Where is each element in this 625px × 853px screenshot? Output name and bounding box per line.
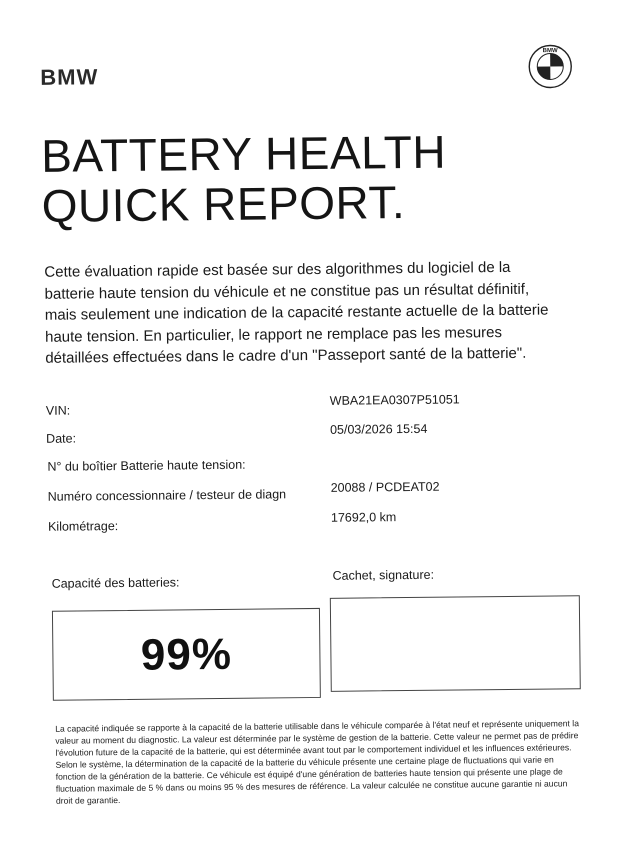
footnote-disclaimer: La capacité indiquée se rapporte à la capacité de la batterie utilisable dans le véhicule comparée à l'état neuf et représente uniquement la valeur au moment du diagnostic. La valeur est déterminée par le système de gestion de la batterie. Cette valeur ne permet pas de prédire l'évolution future de la capacité de la batterie, qui est déterminée avant tout par le comportement individuel et les influences extérieures. Selon le système, la détermination de la capacité de la batterie du véhicule présente une certaine plage de fluctuations qui varie en fonction de la génération de la batterie. Ce véhicule est équipé d'une génération de batteries haute tension qui présente une plage de fluctuation maximale de 5 % dans ou moins 95 % des mesures de référence. La valeur calculée ne constitue aucune garantie ni aucun droit de garantie.	[55, 718, 580, 806]
title-line-1: BATTERY HEALTH	[40, 125, 447, 182]
date-value: 05/03/2026 15:54	[329, 421, 428, 437]
capacity-value: 99%	[140, 629, 233, 680]
brand-wordmark: BMW	[40, 64, 99, 90]
mileage-label: Kilométrage:	[47, 519, 119, 534]
logo-letters: BMW	[542, 48, 558, 55]
signature-box	[330, 595, 581, 692]
capacity-box	[52, 608, 321, 701]
page-title	[41, 127, 447, 231]
title-line-2: QUICK REPORT.	[41, 176, 406, 232]
signature-value	[331, 596, 579, 599]
vin-value: WBA21EA0307P51051	[329, 392, 460, 408]
intro-paragraph: Cette évaluation rapide est basée sur des algorithmes du logiciel de la batterie haute tension du véhicule et ne constitue pas un résultat définitif, mais seulement une indication de la capacité restante actuelle de la batterie haute tension. En particulier, le rapport ne remplace pas les mesures détaillées effectuées dans le cadre d'un "Passeport santé de la batterie".	[44, 258, 549, 367]
vin-label: VIN:	[45, 403, 71, 418]
dealer-tester-value: 20088 / PCDEAT02	[330, 479, 440, 495]
date-label: Date:	[46, 431, 77, 446]
bmw-roundel-logo	[528, 44, 572, 88]
capacity-label: Capacité des batteries:	[51, 575, 180, 591]
dealer-tester-label: Numéro concessionnaire / testeur de diagn	[47, 487, 287, 504]
mileage-value: 17692,0 km	[330, 510, 397, 525]
battery-case-label: N° du boîtier Batterie haute tension:	[47, 457, 246, 474]
signature-label: Cachet, signature:	[332, 567, 435, 583]
